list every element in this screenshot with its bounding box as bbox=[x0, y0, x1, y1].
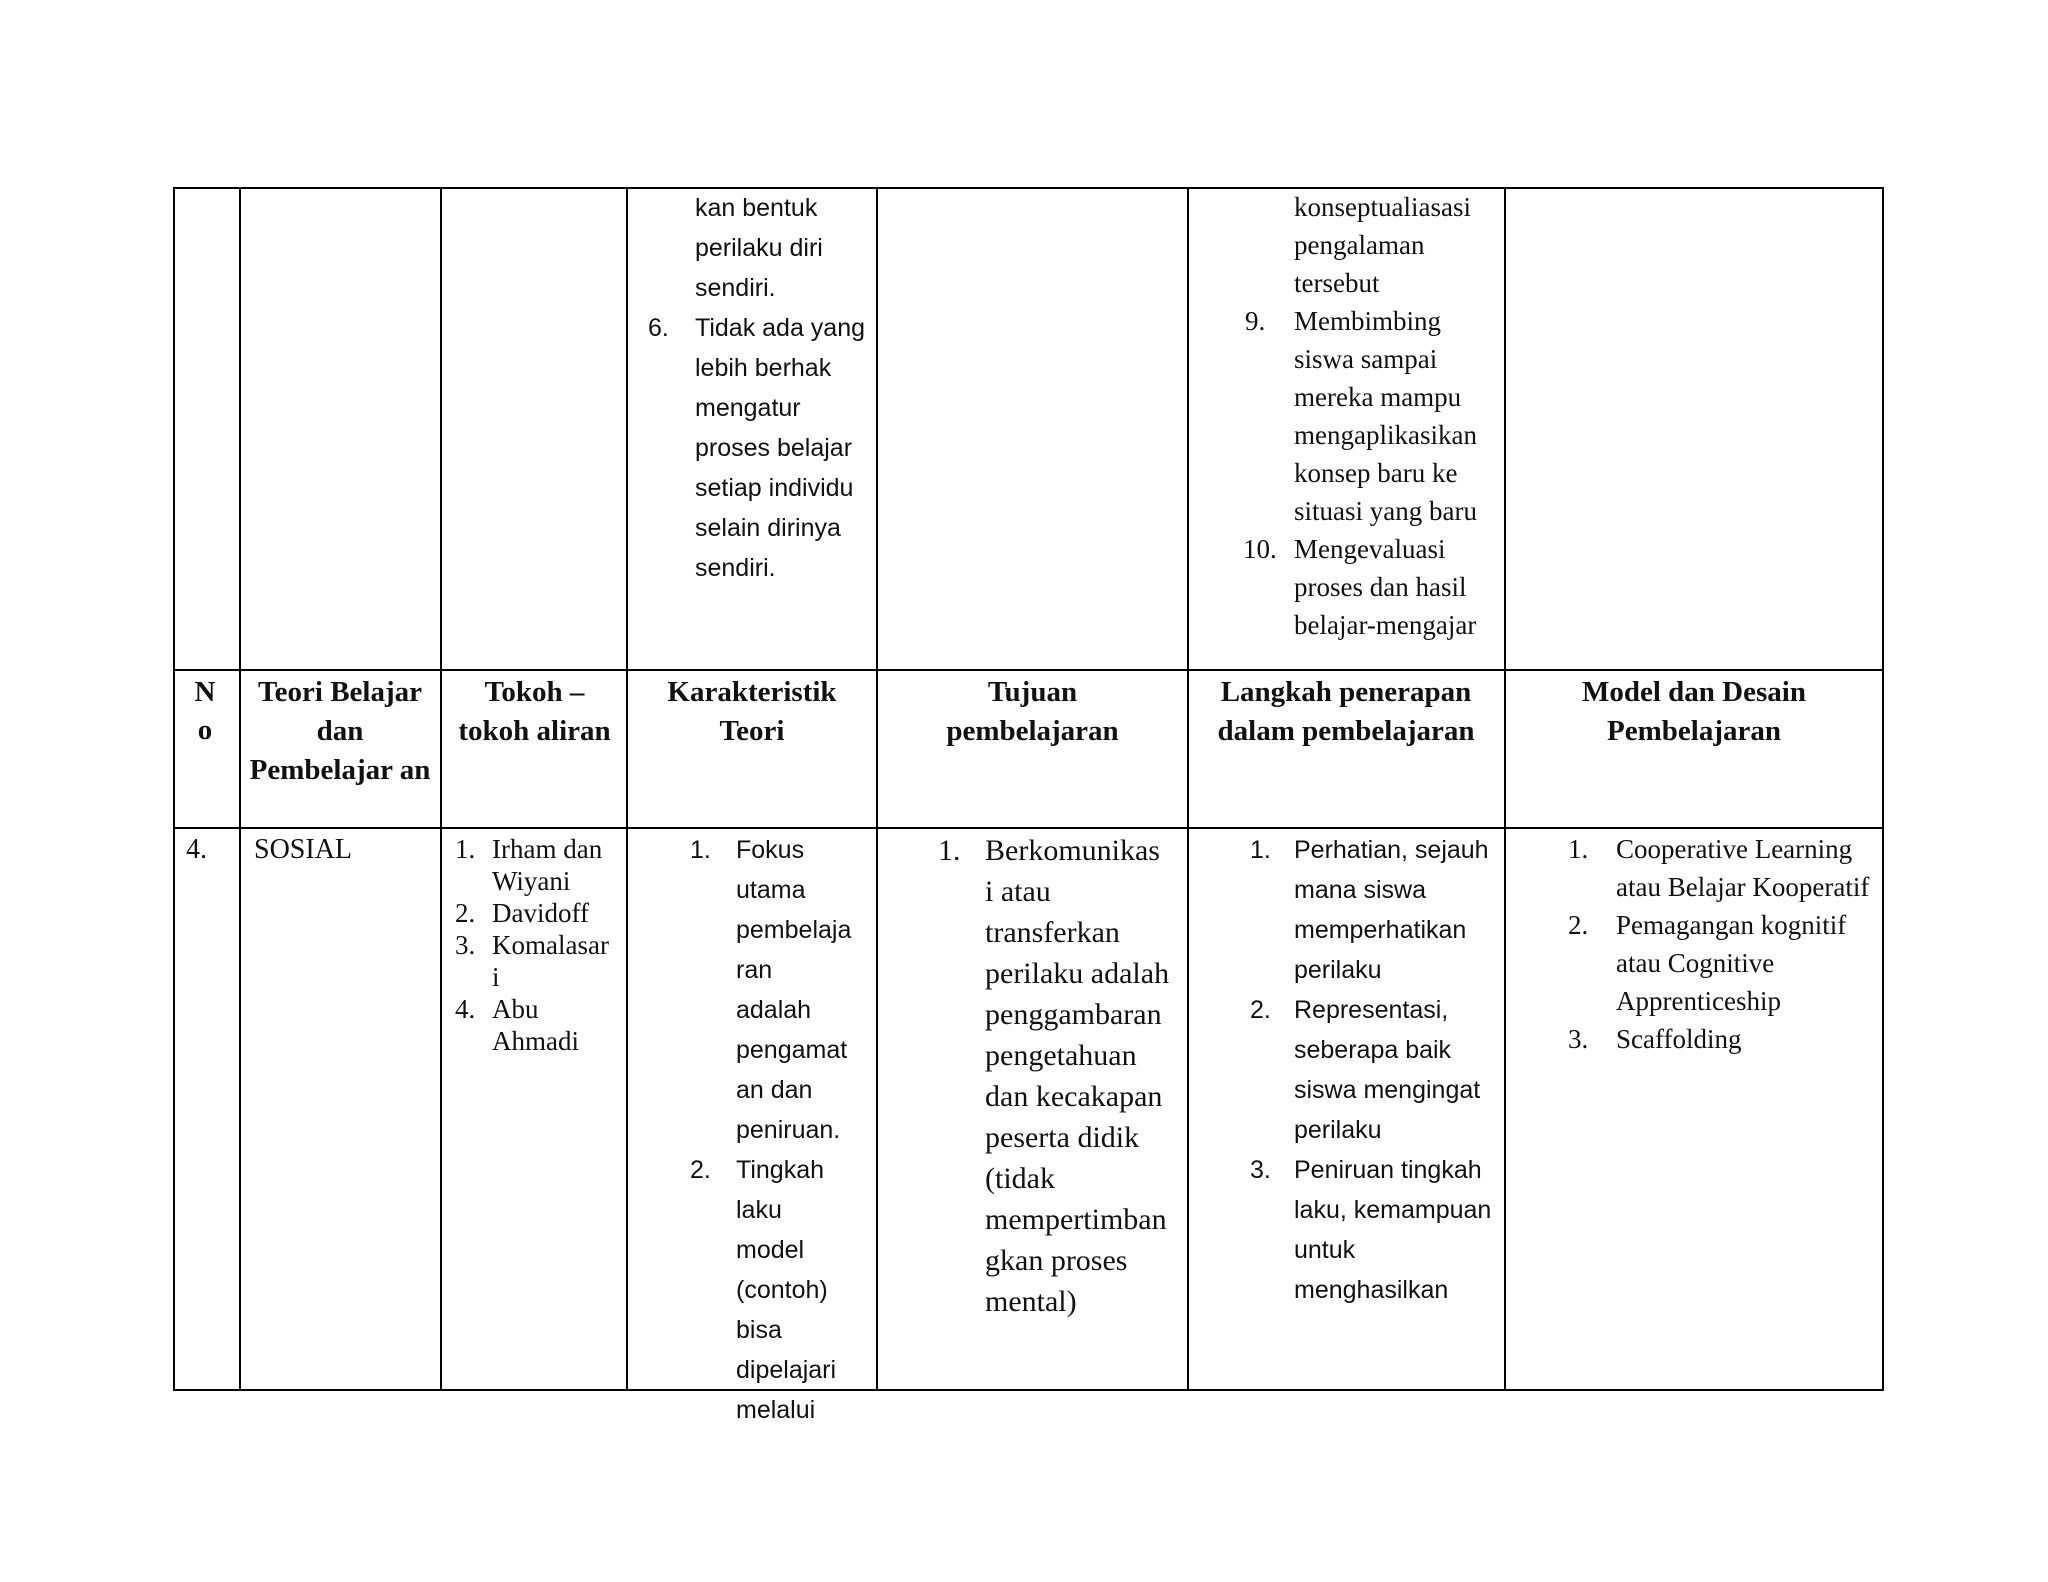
list-item-text: Perhatian, sejauh mana siswa memperhatikan perilaku bbox=[1294, 836, 1489, 984]
row-no: 4. bbox=[186, 834, 207, 865]
list-number: 1. bbox=[455, 834, 476, 864]
col-divider bbox=[1187, 187, 1189, 1391]
col-divider bbox=[1504, 187, 1506, 1391]
header-no: N o bbox=[194, 676, 216, 746]
list-item-text: Pemagangan kognitif atau Cognitive Apprenticeship bbox=[1616, 910, 1847, 1016]
list-number: 2. bbox=[690, 1156, 711, 1184]
row-tujuan-cell bbox=[938, 830, 1178, 1322]
list-number: 3. bbox=[455, 930, 476, 960]
header-teori: Teori Belajar dan Pembelajar an bbox=[249, 676, 431, 786]
table-border-top bbox=[174, 187, 1884, 189]
list-item bbox=[455, 897, 625, 929]
list-number: 4. bbox=[455, 994, 476, 1024]
list-item-text: Peniruan tingkah laku, kemampuan untuk menghasilkan bbox=[1294, 1156, 1492, 1304]
continuation-langkah-tail: konseptualiasasi pengalaman tersebut bbox=[1294, 192, 1471, 298]
list-item-text: Davidoff bbox=[492, 898, 589, 928]
list-item bbox=[1568, 906, 1866, 1020]
tokoh-list bbox=[455, 833, 625, 1057]
list-item bbox=[1568, 830, 1880, 906]
header-model: Model dan Desain Pembelajaran bbox=[1582, 676, 1806, 747]
list-number: 3. bbox=[1250, 1156, 1271, 1184]
list-item bbox=[1250, 990, 1499, 1150]
list-item bbox=[455, 833, 625, 897]
list-item bbox=[1568, 1020, 1880, 1058]
list-number: 1. bbox=[1250, 836, 1271, 864]
langkah-list bbox=[1250, 830, 1502, 1310]
col-divider bbox=[1882, 187, 1884, 1391]
list-item bbox=[1250, 1150, 1499, 1310]
list-number: 3. bbox=[1568, 1024, 1589, 1054]
col-divider bbox=[626, 187, 628, 1391]
list-item bbox=[648, 308, 875, 588]
list-item-text: Mengevaluasi proses dan hasil belajar-mengajar bbox=[1294, 534, 1477, 640]
row-divider bbox=[174, 669, 1884, 671]
list-item-text: Abu Ahmadi bbox=[492, 994, 579, 1056]
col-divider bbox=[173, 187, 175, 1391]
row-langkah-cell bbox=[1250, 830, 1502, 1310]
list-item-text: Scaffolding bbox=[1616, 1024, 1742, 1054]
header-langkah: Langkah penerapan dalam pembelajaran bbox=[1217, 676, 1475, 747]
list-item-text: Irham dan Wiyani bbox=[492, 834, 603, 896]
row-teori: SOSIAL bbox=[254, 834, 353, 865]
list-item bbox=[1250, 830, 1499, 990]
list-item-text: Representasi, seberapa baik siswa mengingat perilaku bbox=[1294, 996, 1481, 1144]
header-tokoh: Tokoh – tokoh aliran bbox=[458, 676, 611, 747]
list-number: 1. bbox=[1568, 834, 1589, 864]
continuation-langkah-list bbox=[1245, 302, 1500, 644]
list-item bbox=[690, 1150, 851, 1430]
continuation-karakteristik-cell bbox=[648, 188, 874, 588]
header-tujuan: Tujuan pembelajaran bbox=[946, 676, 1119, 747]
list-item bbox=[690, 830, 851, 1150]
karakteristik-list bbox=[690, 830, 875, 1430]
list-item bbox=[1245, 302, 1500, 530]
list-number: 2. bbox=[1568, 910, 1589, 940]
continuation-karakteristik-tail: kan bentuk perilaku diri sendiri. bbox=[695, 194, 823, 302]
continuation-langkah-cell bbox=[1245, 188, 1500, 644]
list-item bbox=[455, 993, 592, 1057]
list-item bbox=[455, 929, 609, 993]
list-item bbox=[1245, 530, 1500, 644]
list-item-text: Komalasar i bbox=[492, 930, 609, 992]
row-divider bbox=[174, 827, 1884, 829]
row-karakteristik-cell bbox=[690, 830, 875, 1430]
list-item-text: Tingkah laku model (contoh) bisa dipelajari melalui bbox=[736, 1156, 837, 1424]
list-number: 10. bbox=[1243, 534, 1277, 564]
col-divider bbox=[440, 187, 442, 1391]
list-item-text: Tidak ada yang lebih berhak mengatur proses belajar setiap individu selain dirinya sendiri. bbox=[695, 314, 866, 582]
list-number: 2. bbox=[455, 898, 476, 928]
header-karakteristik: Karakteristik Teori bbox=[667, 676, 837, 747]
list-number: 9. bbox=[1245, 306, 1266, 336]
table-border-bottom bbox=[174, 1389, 1884, 1391]
list-number: 1. bbox=[938, 834, 961, 867]
list-number: 6. bbox=[648, 314, 669, 342]
list-item-text: Cooperative Learning atau Belajar Kooperatif bbox=[1616, 834, 1870, 902]
list-item-text: Berkomunikas i atau transferkan perilaku adalah penggambaran pengetahuan dan kecakapan peserta didik (tidak mempertimban gkan proses mental) bbox=[985, 834, 1170, 1318]
tujuan-list bbox=[938, 830, 1178, 1322]
col-divider bbox=[876, 187, 878, 1391]
row-model-cell bbox=[1568, 830, 1880, 1058]
continuation-karakteristik-list bbox=[648, 308, 874, 588]
list-item-text: Membimbing siswa sampai mereka mampu mengaplikasikan konsep baru ke situasi yang baru bbox=[1294, 306, 1477, 526]
list-number: 1. bbox=[690, 836, 711, 864]
model-list bbox=[1568, 830, 1880, 1058]
list-item-text: Fokus utama pembelaja ran adalah pengamat an dan peniruan. bbox=[736, 836, 852, 1144]
list-item bbox=[938, 830, 1175, 1322]
row-tokoh-cell bbox=[455, 833, 625, 1057]
col-divider bbox=[239, 187, 241, 1391]
list-number: 2. bbox=[1250, 996, 1271, 1024]
